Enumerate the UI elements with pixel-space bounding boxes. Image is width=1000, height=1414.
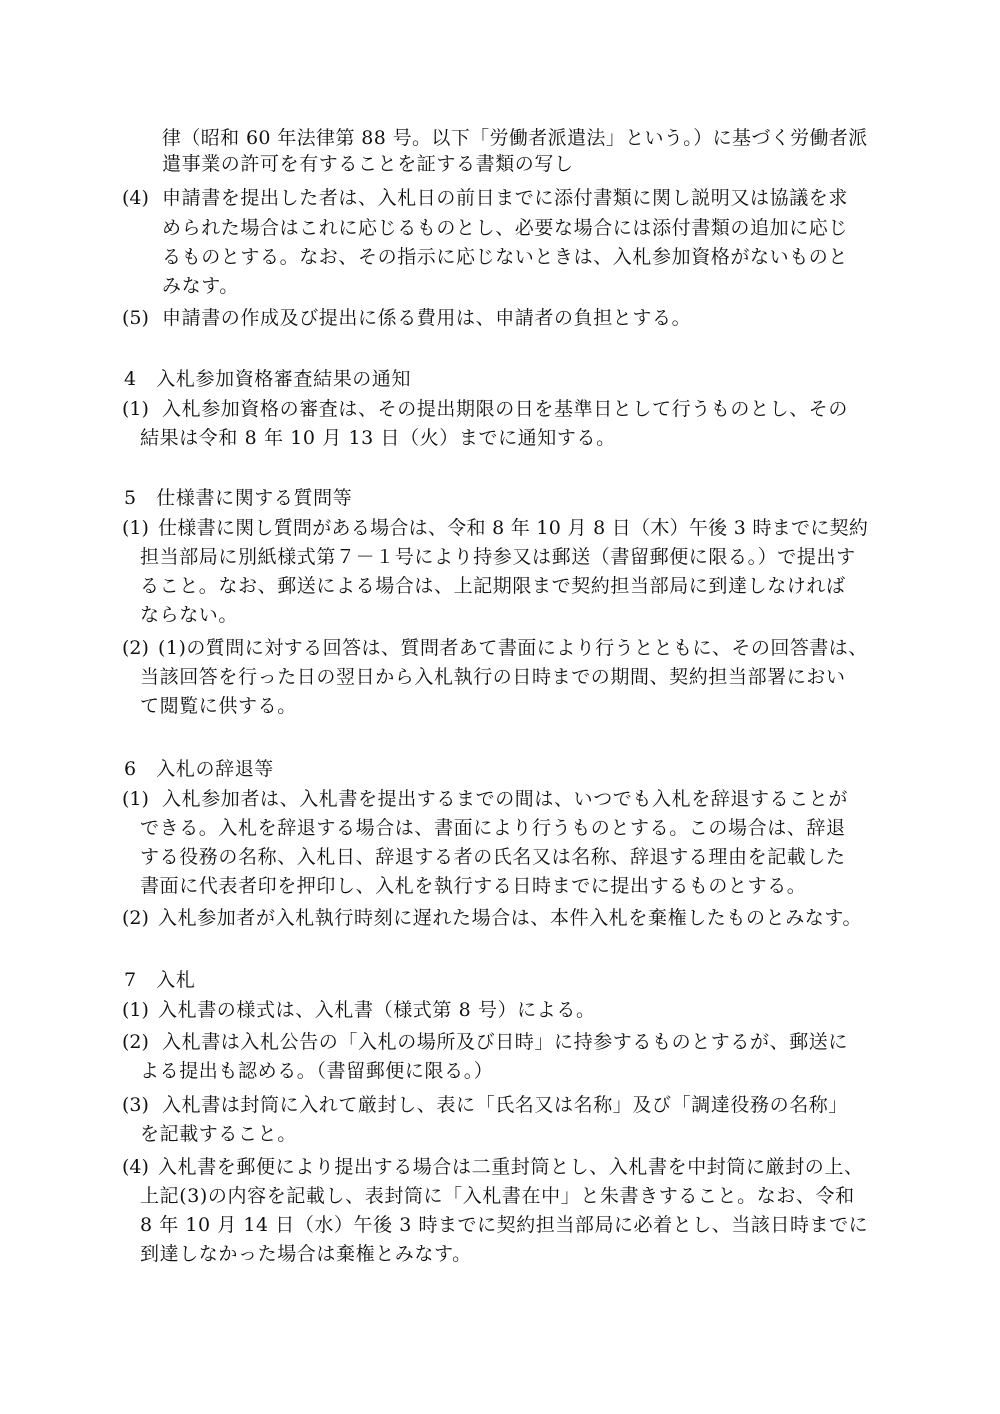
item-line: 仕様書に関し質問がある場合は、令和 8 年 10 月 8 日（木）午後 3 時までに契約 (158, 517, 869, 539)
item-line: 入札書の様式は、入札書（様式第 8 号）による。 (158, 999, 596, 1021)
item-marker: (4) (122, 1156, 149, 1178)
item-marker: (3) (122, 1094, 149, 1116)
item-marker: (4) (122, 187, 149, 209)
item-line: 到達しなかった場合は棄権とみなす。 (140, 1243, 472, 1265)
item-line: 当該回答を行った日の翌日から入札執行の日時までの期間、契約担当部署におい (140, 666, 846, 688)
item-line: 結果は令和 8 年 10 月 13 日（火）までに通知する。 (140, 427, 616, 449)
item-marker: (5) (122, 307, 149, 329)
item-line: よる提出も認める。（書留郵便に限る。） (140, 1060, 494, 1082)
item-line: みなす。 (162, 275, 239, 297)
item-marker: (1) (122, 517, 149, 539)
item-line: 書面に代表者印を押印し、入札を執行する日時までに提出するものとする。 (140, 875, 807, 897)
item-line: 8 年 10 月 14 日（水）午後 3 時までに契約担当部局に必着とし、当該日時までに (140, 1214, 869, 1236)
item-line: を記載すること。 (140, 1123, 297, 1145)
item-marker: (2) (122, 637, 149, 659)
continuation-line: 律（昭和 60 年法律第 88 号。以下「労働者派遣法」という。）に基づく労働者派 (162, 127, 868, 149)
item-line: 担当部局に別紙様式第７－１号により持参又は郵送（書留郵便に限る。）で提出す (140, 546, 856, 568)
section-heading: 5 仕様書に関する質問等 (124, 487, 353, 509)
item-line: 上記(3)の内容を記載し、表封筒に「入札書在中」と朱書きすること。なお、令和 (140, 1185, 855, 1207)
item-marker: (1) (122, 788, 149, 810)
item-line: 入札参加者が入札執行時刻に遅れた場合は、本件入札を棄権したものとみなす。 (158, 907, 863, 929)
section-heading: 6 入札の辞退等 (124, 758, 274, 780)
item-line: 申請書を提出した者は、入札日の前日までに添付書類に関し説明又は協議を求 (162, 187, 849, 209)
item-line: 入札書を郵便により提出する場合は二重封筒とし、入札書を中封筒に厳封の上、 (158, 1156, 864, 1178)
item-line: ならない。 (140, 604, 239, 626)
item-line: 入札参加資格の審査は、その提出期限の日を基準日として行うものとし、その (162, 398, 849, 420)
continuation-line: 遣事業の許可を有することを証する書類の写し (162, 153, 574, 175)
item-line: 入札書は封筒に入れて厳封し、表に「氏名又は名称」及び「調達役務の名称」 (162, 1094, 849, 1116)
item-line: て閲覧に供する。 (140, 695, 297, 717)
item-line: (1)の質問に対する回答は、質問者あて書面により行うとともに、その回答書は、 (158, 637, 868, 659)
item-line: められた場合はこれに応じるものとし、必要な場合には添付書類の追加に応じ (162, 217, 849, 239)
item-line: 申請書の作成及び提出に係る費用は、申請者の負担とする。 (162, 307, 692, 329)
section-heading: 7 入札 (124, 969, 196, 991)
item-line: 入札参加者は、入札書を提出するまでの間は、いつでも入札を辞退することが (162, 788, 849, 810)
item-line: ること。なお、郵送による場合は、上記期限まで契約担当部局に到達しなければ (140, 575, 846, 597)
item-marker: (2) (122, 907, 149, 929)
section-heading: 4 入札参加資格審査結果の通知 (124, 368, 412, 390)
item-line: できる。入札を辞退する場合は、書面により行うものとする。この場合は、辞退 (140, 817, 846, 839)
item-line: るものとする。なお、その指示に応じないときは、入札参加資格がないものと (162, 246, 849, 268)
item-line: する役務の名称、入札日、辞退する者の氏名又は名称、辞退する理由を記載した (140, 846, 846, 868)
item-marker: (1) (122, 999, 149, 1021)
item-line: 入札書は入札公告の「入札の場所及び日時」に持参するものとするが、郵送に (162, 1031, 849, 1053)
item-marker: (1) (122, 398, 149, 420)
item-marker: (2) (122, 1031, 149, 1053)
